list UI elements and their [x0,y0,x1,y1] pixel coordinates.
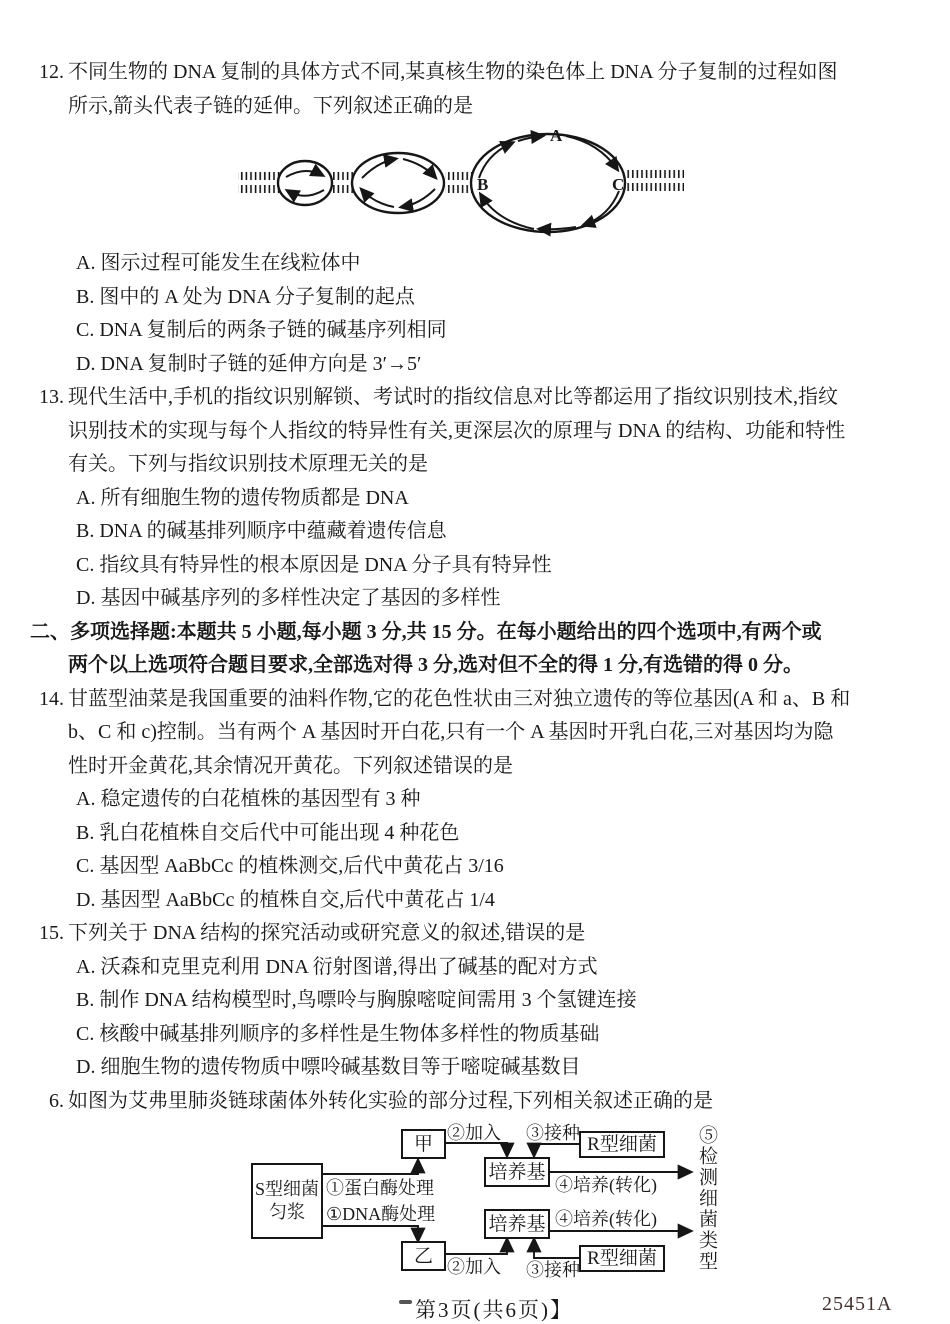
add-top-label: ②加入 [447,1123,501,1143]
question-16-number: 6. [49,1089,64,1112]
dnase-treatment-label: ①DNA酶处理 [326,1204,436,1224]
diagram-label-b: B [477,175,489,194]
add-bottom-label: ②加入 [447,1257,501,1277]
question-14-option-c: C. 基因型 AaBbCc 的植株测交,后代中黄花占 3/16 [76,855,504,877]
question-13-line: 现代生活中,手机的指纹识别解锁、考试时的指纹信息对比等都运用了指纹识别技术,指纹 [68,386,838,408]
question-14-option-d: D. 基因型 AaBbCc 的植株自交,后代中黄花占 1/4 [76,888,495,911]
culture-medium-bottom-box: 培养基 [484,1209,550,1239]
tube-yi-box: 乙 [401,1241,446,1271]
question-14-option-a: A. 稳定遗传的白花植株的基因型有 3 种 [76,788,421,810]
replication-bubbles-figure [236,126,716,244]
section-2-header [30,616,928,683]
paper-code: 25451A [822,1293,893,1315]
section-2-header-line: 二、多项选择题:本题共 5 小题,每小题 3 分,共 15 分。在每小题给出的四个选项中,有两个或 [30,620,822,643]
inoculate-bottom-label: ③接种 [526,1260,580,1280]
question-12-line: 不同生物的 DNA 复制的具体方式不同,某真核生物的染色体上 DNA 分子复制的过程如图 [68,61,838,83]
question-15 [30,917,928,1085]
question-13-option-a: A. 所有细胞生物的遗传物质都是 DNA [76,486,409,509]
protease-treatment-label: ①蛋白酶处理 [326,1178,434,1198]
question-12 [30,56,928,381]
ink-smudge [399,1300,412,1304]
culture-transform-bottom-label: ④培养(转化) [555,1209,657,1229]
question-15-number: 15. [39,922,64,944]
question-14-option-b: B. 乳白花植株自交后代中可能出现 4 种花色 [76,821,460,844]
question-15-option-d: D. 细胞生物的遗传物质中嘌呤碱基数目等于嘧啶碱基数目 [76,1056,581,1078]
page-number: 第3页(共6页)】 [415,1298,573,1322]
question-13-line: 识别技术的实现与每个人指纹的特异性有关,更深层次的原理与 DNA 的结构、功能和特性 [68,419,846,442]
question-14-number: 14. [39,687,64,710]
diagram-label-a: A [550,126,563,145]
r-bacteria-top-box: R型细菌 [579,1131,665,1158]
question-12-option-b: B. 图中的 A 处为 DNA 分子复制的起点 [76,285,415,308]
dna-replication-diagram [236,126,716,244]
question-16 [30,1085,928,1294]
avery-transformation-flowchart [246,1123,724,1293]
question-15-option-a: A. 沃森和克里克利用 DNA 衍射图谱,得出了碱基的配对方式 [76,955,598,978]
tube-jia-box: 甲 [401,1129,446,1159]
question-13 [30,381,928,616]
culture-medium-top-box: 培养基 [484,1157,550,1187]
question-12-option-c: C. DNA 复制后的两条子链的碱基序列相同 [76,319,447,341]
question-14-line: 性时开金黄花,其余情况开黄花。下列叙述错误的是 [68,754,513,777]
inoculate-top-label: ③接种 [526,1123,580,1143]
question-13-option-c: C. 指纹具有特异性的根本原因是 DNA 分子具有特异性 [76,553,552,576]
section-2-header-line: 两个以上选项符合题目要求,全部选对得 3 分,选对但不全的得 1 分,有选错的得 0 分。 [68,654,803,676]
question-12-option-a: A. 图示过程可能发生在线粒体中 [76,252,361,274]
question-15-option-b: B. 制作 DNA 结构模型时,鸟嘌呤与胸腺嘧啶间需用 3 个氢键连接 [76,989,637,1011]
question-15-line: 下列关于 DNA 结构的探究活动或研究意义的叙述,错误的是 [68,922,586,944]
question-12-number: 12. [39,61,64,83]
question-14-line: b、C 和 c)控制。当有两个 A 基因时开白花,只有一个 A 基因时开乳白花,三对基因均为隐 [68,721,834,743]
r-bacteria-bottom-box: R型细菌 [579,1245,665,1272]
question-12-line: 所示,箭头代表子链的延伸。下列叙述正确的是 [68,94,473,117]
question-15-option-c: C. 核酸中碱基排列顺序的多样性是生物体多样性的物质基础 [76,1022,600,1045]
question-12-option-d: D. DNA 复制时子链的延伸方向是 3′→5′ [76,352,422,375]
s-bacteria-homogenate-box: S型细菌匀浆 [251,1163,323,1239]
diagram-label-c: C [612,175,625,194]
question-13-option-b: B. DNA 的碱基排列顺序中蕴藏着遗传信息 [76,520,447,542]
question-13-number: 13. [39,386,64,408]
question-14-line: 甘蓝型油菜是我国重要的油料作物,它的花色性状由三对独立遗传的等位基因(A 和 a、B 和 [68,687,851,710]
detect-bacteria-type-label: ⑤检测细菌类型 [696,1125,717,1272]
question-14 [30,683,928,918]
culture-transform-top-label: ④培养(转化) [555,1175,657,1195]
question-16-line: 如图为艾弗里肺炎链球菌体外转化实验的部分过程,下列相关叙述正确的是 [68,1089,713,1112]
question-13-line: 有关。下列与指纹识别技术原理无关的是 [68,453,428,475]
question-13-option-d: D. 基因中碱基序列的多样性决定了基因的多样性 [76,587,501,609]
